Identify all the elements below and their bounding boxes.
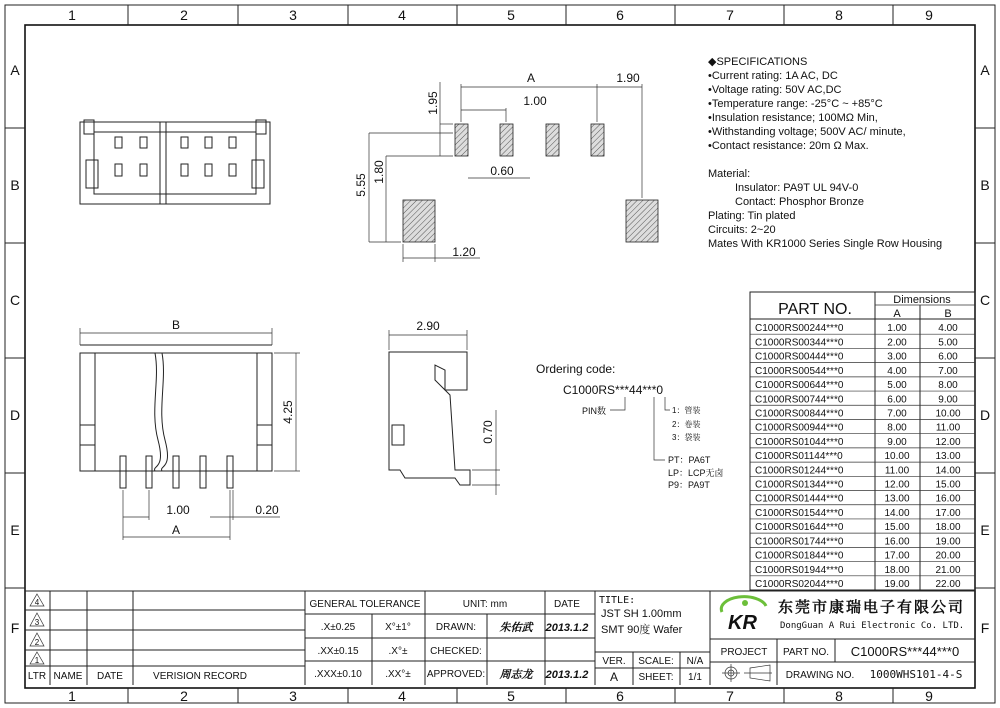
svg-text:1: 1 (34, 656, 40, 665)
svg-text:UNIT: mm: UNIT: mm (462, 599, 508, 610)
svg-text:1.95: 1.95 (426, 91, 440, 115)
svg-text:A: A (609, 670, 619, 684)
part-number-cell: C1000RS00844***0 (755, 408, 844, 420)
svg-text:4: 4 (34, 598, 40, 607)
svg-text:1: 1 (68, 688, 76, 704)
projection-symbol-icon (722, 664, 772, 682)
svg-text:2: 2 (180, 688, 188, 704)
part-number-cell: C1000RS00344***0 (755, 337, 844, 349)
part-number-table (750, 292, 975, 590)
svg-text:8: 8 (835, 7, 843, 23)
dim-a-cell: 8.00 (887, 422, 907, 434)
svg-text:1: 1 (68, 7, 76, 23)
table-row (750, 391, 975, 405)
dim-b-cell: 22.00 (935, 579, 961, 590)
part-number-cell: C1000RS01444***0 (755, 493, 844, 505)
svg-text:PIN数: PIN数 (582, 406, 607, 416)
dim-a-cell: 14.00 (884, 507, 910, 519)
part-number-cell: C1000RS01644***0 (755, 522, 844, 534)
svg-text:VER.: VER. (602, 656, 626, 667)
svg-text:.X±0.25: .X±0.25 (320, 622, 356, 633)
svg-text:Ordering code:: Ordering code: (536, 362, 616, 376)
svg-text:A: A (893, 308, 901, 320)
dim-a-cell: 16.00 (884, 536, 910, 548)
dim-b-cell: 5.00 (938, 337, 958, 349)
table-row (750, 476, 975, 490)
svg-text:X°±1°: X°±1° (385, 622, 411, 633)
svg-text:F: F (980, 620, 990, 636)
svg-text:B: B (171, 318, 181, 332)
svg-text:9: 9 (925, 7, 933, 23)
part-number-cell: C1000RS01744***0 (755, 536, 844, 548)
svg-text:5: 5 (507, 688, 515, 704)
svg-text:Dimensions: Dimensions (893, 294, 951, 306)
svg-text:B: B (10, 177, 20, 193)
connector-front-view (80, 318, 300, 540)
svg-text:Circuits: 2~20: Circuits: 2~20 (708, 224, 776, 236)
dim-a-cell: 13.00 (884, 493, 910, 505)
dim-b-cell: 9.00 (938, 394, 958, 406)
svg-text:周志龙: 周志龙 (499, 669, 533, 681)
dim-a-cell: 6.00 (887, 394, 907, 406)
dim-b-cell: 10.00 (935, 408, 961, 420)
svg-text:4.25: 4.25 (281, 400, 295, 424)
svg-text:.XX°±: .XX°± (385, 669, 411, 680)
dim-b-cell: 15.00 (935, 479, 961, 491)
svg-text:A: A (171, 523, 181, 537)
table-row (750, 505, 975, 519)
table-row (750, 334, 975, 348)
svg-text:E: E (10, 522, 20, 538)
table-row (750, 533, 975, 547)
svg-text:7: 7 (726, 7, 734, 23)
svg-text:DATE: DATE (97, 671, 123, 682)
svg-text:LTR: LTR (27, 671, 47, 682)
svg-text:C1000RS***44***0: C1000RS***44***0 (850, 644, 960, 659)
part-number-cell: C1000RS01044***0 (755, 436, 844, 448)
svg-text:1：管装: 1：管装 (672, 406, 701, 415)
svg-text:Insulator: PA9T UL 94V-0: Insulator: PA9T UL 94V-0 (735, 182, 859, 194)
svg-text:PART NO.: PART NO. (782, 647, 830, 658)
svg-text:TITLE:: TITLE: (599, 595, 636, 606)
connector-top-view (80, 120, 270, 204)
svg-text:1/1: 1/1 (688, 672, 702, 683)
svg-text:SCALE:: SCALE: (638, 656, 674, 667)
svg-text:SHEET:: SHEET: (638, 672, 674, 683)
svg-text:东莞市康瑞电子有限公司: 东莞市康瑞电子有限公司 (778, 599, 966, 616)
part-number-cell: C1000RS01344***0 (755, 479, 844, 491)
table-row (755, 323, 958, 334)
svg-text:C: C (979, 292, 991, 308)
table-row (750, 348, 975, 362)
dim-a-cell: 4.00 (887, 365, 907, 377)
svg-text:8: 8 (835, 688, 843, 704)
svg-text:1.90: 1.90 (616, 71, 640, 85)
dim-a-cell: 19.00 (884, 579, 910, 590)
svg-text:D: D (9, 407, 21, 423)
svg-text:4: 4 (398, 688, 406, 704)
table-row (750, 363, 975, 377)
dim-b-cell: 19.00 (935, 536, 961, 548)
dim-a-cell: 1.00 (887, 323, 907, 335)
svg-text:•Contact resistance: 20m Ω Ma: •Contact resistance: 20m Ω Max. (708, 140, 869, 152)
table-row (750, 547, 975, 561)
specifications (708, 56, 942, 250)
dim-b-cell: 12.00 (935, 436, 961, 448)
dim-a-cell: 17.00 (884, 550, 910, 562)
svg-text:JST SH 1.00mm: JST SH 1.00mm (601, 608, 682, 620)
svg-text:3: 3 (34, 618, 40, 627)
part-number-cell: C1000RS02044***0 (755, 579, 844, 590)
table-row (750, 576, 975, 590)
svg-text:DRAWN:: DRAWN: (435, 622, 477, 633)
svg-text:B: B (944, 308, 952, 320)
svg-text:A: A (980, 62, 990, 78)
svg-text:NAME: NAME (53, 671, 83, 682)
svg-text:B: B (980, 177, 990, 193)
svg-text:0.60: 0.60 (490, 164, 514, 178)
dim-a-cell: 18.00 (884, 564, 910, 576)
svg-text:APPROVED:: APPROVED: (426, 669, 486, 680)
svg-text:6: 6 (616, 7, 624, 23)
table-row (750, 491, 975, 505)
svg-text:F: F (10, 620, 20, 636)
svg-text:0.70: 0.70 (481, 420, 495, 444)
svg-text:◆SPECIFICATIONS: ◆SPECIFICATIONS (708, 56, 808, 68)
svg-text:.XXX±0.10: .XXX±0.10 (314, 669, 362, 680)
svg-text:5.55: 5.55 (354, 173, 368, 197)
svg-text:E: E (980, 522, 990, 538)
dim-a-cell: 10.00 (884, 451, 910, 463)
part-number-cell: C1000RS00544***0 (755, 365, 844, 377)
pcb-footprint (354, 71, 658, 262)
connector-side-view (389, 319, 500, 495)
svg-text:2: 2 (34, 638, 40, 647)
svg-text:3: 3 (289, 688, 297, 704)
dim-b-cell: 17.00 (935, 507, 961, 519)
svg-text:3：袋装: 3：袋装 (672, 433, 701, 442)
svg-text:9: 9 (925, 688, 933, 704)
title-block (25, 591, 975, 685)
svg-text:2：卷装: 2：卷装 (672, 420, 701, 429)
part-number-cell: C1000RS00644***0 (755, 380, 844, 392)
svg-text:1.00: 1.00 (523, 94, 547, 108)
svg-text:5: 5 (507, 7, 515, 23)
svg-text:Material:: Material: (708, 168, 751, 180)
svg-text:.X°±: .X°± (388, 646, 408, 657)
dim-a-cell: 12.00 (884, 479, 910, 491)
svg-text:1.00: 1.00 (166, 503, 190, 517)
table-row (750, 562, 975, 576)
svg-text:DRAWING NO.: DRAWING NO. (785, 670, 855, 681)
svg-text:7: 7 (726, 688, 734, 704)
svg-text:VERISION RECORD: VERISION RECORD (153, 671, 247, 682)
svg-text:DATE: DATE (554, 599, 580, 610)
svg-text:•Voltage rating: 50V AC,DC: •Voltage rating: 50V AC,DC (708, 84, 842, 96)
svg-text:A: A (526, 71, 536, 85)
table-row (750, 462, 975, 476)
part-number-cell: C1000RS00244***0 (755, 323, 844, 335)
dim-a-cell: 9.00 (887, 436, 907, 448)
company-logo (721, 597, 766, 634)
part-number-cell: C1000RS01844***0 (755, 550, 844, 562)
svg-text:1.20: 1.20 (452, 245, 476, 259)
dim-a-cell: 2.00 (887, 337, 907, 349)
dim-a-cell: 7.00 (887, 408, 907, 420)
part-number-cell: C1000RS00444***0 (755, 351, 844, 363)
part-number-cell: C1000RS00744***0 (755, 394, 844, 406)
svg-text:2013.1.2: 2013.1.2 (545, 669, 589, 681)
svg-text:•Withstanding voltage; 500V AC: •Withstanding voltage; 500V AC/ minute, (708, 126, 906, 138)
dim-b-cell: 14.00 (935, 465, 961, 477)
svg-text:Plating: Tin plated: Plating: Tin plated (708, 210, 796, 222)
svg-text:D: D (979, 407, 991, 423)
svg-text:A: A (10, 62, 20, 78)
svg-text:2: 2 (180, 7, 188, 23)
svg-text:1.80: 1.80 (372, 160, 386, 184)
svg-text:CHECKED:: CHECKED: (430, 646, 482, 657)
svg-text:C1000RS***44***0: C1000RS***44***0 (563, 383, 664, 397)
svg-text:2013.1.2: 2013.1.2 (545, 622, 589, 634)
part-number-cell: C1000RS01944***0 (755, 564, 844, 576)
dim-a-cell: 3.00 (887, 351, 907, 363)
svg-text:N/A: N/A (686, 656, 704, 667)
dim-b-cell: 18.00 (935, 522, 961, 534)
svg-text:•Insulation resistance; 100MΩ: •Insulation resistance; 100MΩ Min, (708, 112, 878, 124)
dim-b-cell: 21.00 (935, 564, 961, 576)
svg-text:GENERAL TOLERANCE: GENERAL TOLERANCE (309, 599, 421, 610)
dim-b-cell: 8.00 (938, 380, 958, 392)
svg-text:1000WHS101-4-S: 1000WHS101-4-S (869, 668, 963, 681)
svg-text:3: 3 (289, 7, 297, 23)
svg-text:C: C (9, 292, 21, 308)
svg-text:PROJECT: PROJECT (720, 647, 768, 658)
svg-text:KR: KR (728, 612, 757, 634)
svg-text:LP：LCP无卤: LP：LCP无卤 (668, 468, 724, 478)
svg-text:•Temperature range: -25°C ~ +8: •Temperature range: -25°C ~ +85°C (708, 98, 883, 110)
table-row (750, 434, 975, 448)
svg-text:SMT 90度 Wafer: SMT 90度 Wafer (601, 624, 683, 636)
dim-b-cell: 20.00 (935, 550, 961, 562)
dim-b-cell: 4.00 (938, 323, 958, 335)
svg-text:PART NO.: PART NO. (778, 301, 852, 318)
part-number-cell: C1000RS01244***0 (755, 465, 844, 477)
dim-a-cell: 15.00 (884, 522, 910, 534)
svg-text:6: 6 (616, 688, 624, 704)
dim-b-cell: 6.00 (938, 351, 958, 363)
dim-b-cell: 7.00 (938, 365, 958, 377)
part-number-cell: C1000RS01144***0 (755, 451, 843, 463)
dim-a-cell: 11.00 (884, 465, 910, 477)
svg-text:4: 4 (398, 7, 406, 23)
svg-text:Contact: Phosphor Bronze: Contact: Phosphor Bronze (735, 196, 865, 208)
table-row (750, 377, 975, 391)
svg-text:朱佑武: 朱佑武 (499, 622, 533, 634)
ordering-code (536, 362, 724, 490)
svg-text:.XX±0.15: .XX±0.15 (317, 646, 359, 657)
part-number-cell: C1000RS00944***0 (755, 422, 844, 434)
table-row (750, 448, 975, 462)
svg-text:•Current rating: 1A AC, DC: •Current rating: 1A AC, DC (708, 70, 838, 82)
dim-b-cell: 13.00 (935, 451, 961, 463)
table-row (750, 519, 975, 533)
svg-text:PT：PA6T: PT：PA6T (668, 455, 711, 465)
svg-text:0.20: 0.20 (255, 503, 279, 517)
svg-text:2.90: 2.90 (416, 319, 440, 333)
table-row (750, 405, 975, 419)
dim-b-cell: 16.00 (935, 493, 961, 505)
svg-text:P9：PA9T: P9：PA9T (668, 480, 710, 490)
svg-text:Mates With KR1000 Series Singl: Mates With KR1000 Series Single Row Housing (708, 238, 943, 250)
table-row (750, 419, 975, 433)
part-number-cell: C1000RS01544***0 (755, 507, 844, 519)
dim-b-cell: 11.00 (935, 422, 961, 434)
dim-a-cell: 5.00 (887, 380, 907, 392)
svg-text:DongGuan A Rui Electronic Co.: DongGuan A Rui Electronic Co. LTD. (780, 621, 965, 631)
